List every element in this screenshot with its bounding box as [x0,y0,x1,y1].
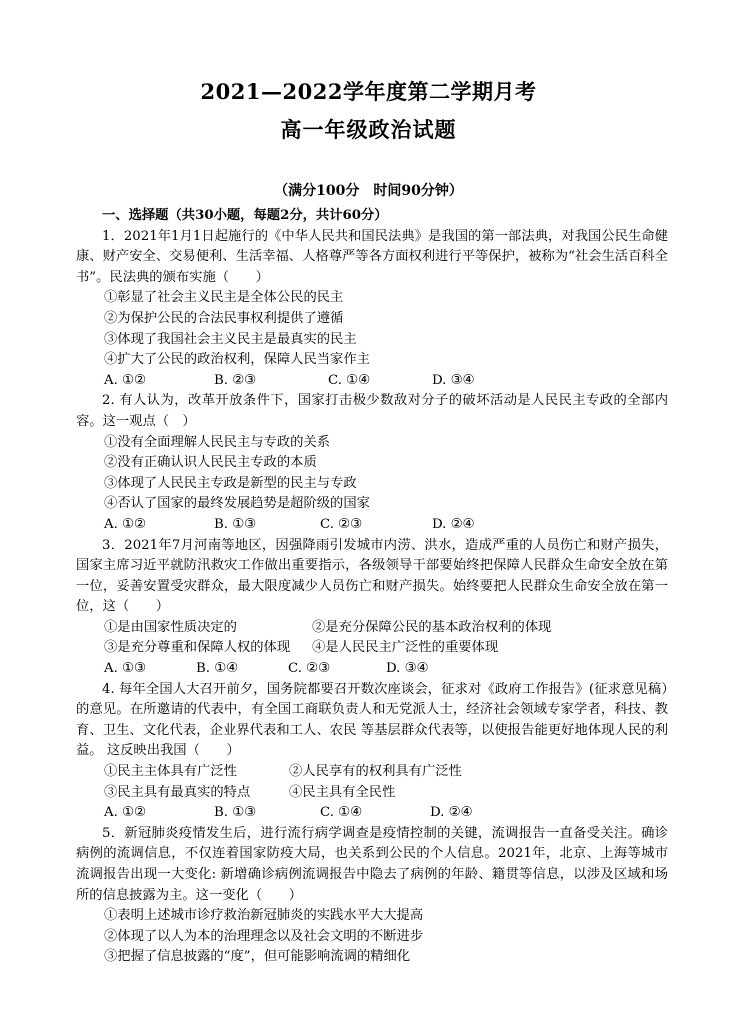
question-5-option: ①表明上述城市诊疗救治新冠肺炎的实践水平大大提高 [104,908,424,924]
question-4-option: ④民主具有全民性 [289,784,396,800]
answer-choice: D. ②④ [430,805,473,821]
question-3-answers [76,659,668,680]
question-1-answers [76,371,668,392]
answer-choice: A. ①② [104,805,146,821]
question-4-option-row [76,783,668,804]
question-5-option: ②体现了以人为本的治理理念以及社会文明的不断进步 [104,928,424,944]
answer-choice: A. ①② [104,372,146,388]
question-2-option: ②没有正确认识人民民主专政的本质 [104,455,317,471]
question-5-option: ③把握了信息披露的“度”，但可能影响流调的精细化 [104,949,411,965]
question-5-stem: 5．新冠肺炎疫情发生后，进行流行病学调查是疫情控制的关键，流调报告一直备受关注。确诊病例的流调信息，不仅连着国家防疫大局，也关系到公民的个人信息。2021年，北京、上海等城市流调报告出现一大变化: 新增确诊病例流调报告中隐去了病例的年龄、籍贯等信息，以涉及区域和场所的信息披露为主。这一变化（ ） [76,825,668,903]
question-1-stem: 1．2021年1月1日起施行的《中华人民共和国民法典》是我国的第一部法典，对我国公民生命健康、财产安全、交易便利、生活幸福、人格尊严等各方面权利进行平等保护，被称为“社会生活百科全书”。民法典的颁布实施（ ） [76,228,668,285]
question-2-option: ④否认了国家的最终发展趋势是超阶级的国家 [104,496,370,512]
question-2-option: ③体现了人民民主专政是新型的民主与专政 [104,475,357,491]
answer-choice: B. ①③ [214,516,257,532]
answer-choice: C. ②③ [320,516,362,532]
answer-choice: D. ③④ [386,661,429,677]
question-2-option: ①没有全面理解人民民主与专政的关系 [104,434,331,450]
question-1-option: ②为保护公民的合法民事权利提供了遵循 [104,310,344,326]
question-4-option: ②人民享有的权利具有广泛性 [289,764,462,780]
answer-choice: B. ①④ [196,661,239,677]
answer-choice: C. ②③ [288,661,330,677]
question-3-option: ③是充分尊重和保障人权的体现 [104,640,291,656]
question-3-stem: 3．2021年7月河南等地区，因强降雨引发城市内涝、洪水，造成严重的人员伤亡和财产损失，国家主席习近平就防汛救灾工作做出重要指示，各级领导干部要始终把保障人民群众生命安全放在第一位，妥善安置受灾群众，最大限度减少人员伤亡和财产损失。始终要把人民群众生命安全放在第一位，这（ ） [76,537,668,615]
question-3-option: ②是充分保障公民的基本政治权利的体现 [312,619,552,635]
answer-choice: C. ①④ [320,805,362,821]
question-2-stem: 2. 有人认为，改革开放条件下，国家打击极少数敌对分子的破坏活动是人民民主专政的全部内容。这一观点（ ） [76,393,668,429]
answer-choice: C. ①④ [328,372,370,388]
question-3-option: ①是由国家性质决定的 [104,619,237,635]
question-4-option-row [76,762,668,783]
question-1-option: ③体现了我国社会主义民主是最真实的民主 [104,331,357,347]
question-4-answers [76,803,668,824]
exam-title: 2021—2022学年度第二学期月考 [200,79,537,104]
answer-choice: A. ①③ [104,661,146,677]
question-2-answers [76,515,668,536]
section-heading: 一、选择题（共30小题，每题2分，共计60分） [102,208,388,223]
answer-choice: A. ①② [104,516,146,532]
answer-choice: D. ②④ [432,516,475,532]
question-1-option: ①彰显了社会主义民主是全体公民的民主 [104,290,344,306]
question-1-option: ④扩大了公民的政治权利，保障人民当家作主 [104,352,370,368]
question-3-option: ④是人民民主广泛性的重要体现 [312,640,499,656]
answer-choice: D. ③④ [432,372,475,388]
exam-meta: （满分100分 时间90分钟） [274,183,463,199]
question-4-option: ③民主具有最真实的特点 [104,784,251,800]
question-4-stem: 4. 每年全国人大召开前夕，国务院都要召开数次座谈会，征求对《政府工作报告》(征求意见稿）的意见。在所邀请的代表中，有全国工商联负责人和无党派人士，经济社会领域专家学者，科技、教育、卫生、文化代表，企业界代表和工人、农民 等基层群众代表等，以使报告能更好地体现人民的利益。 这反映出我国（ ） [76,681,668,759]
question-4-option: ①民主主体具有广泛性 [104,764,237,780]
exam-subtitle: 高一年级政治试题 [280,117,457,142]
exam-body [76,206,668,968]
question-3-option-row [76,638,668,659]
question-3-option-row [76,618,668,639]
answer-choice: B. ②③ [214,372,257,388]
answer-choice: B. ①③ [214,805,257,821]
